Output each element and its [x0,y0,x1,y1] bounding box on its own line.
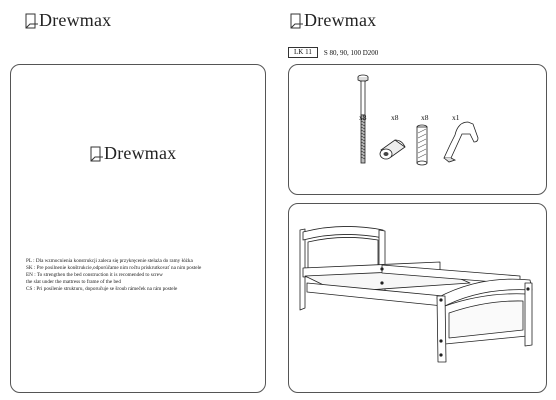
instruction-line-en: EN : To strengthen the bed construction it is recomended to screw [26,272,163,279]
instruction-line-en-cont: the slat under the mattress to frame of the bed [26,279,121,286]
instruction-line-sk: SK : Pre posilnenie konštrukcie,odporúčame nim ročtu priskrutkovať na nim postele [26,265,202,272]
brand-name: Drewmax [39,10,112,30]
model-sizes: S 80, 90, 100 D200 [323,48,379,57]
part-quantity: x1 [452,113,460,122]
part-quantity: x8 [359,113,367,122]
part-quantity: x8 [391,113,399,122]
instruction-line-cs: CS : Pri posílenie strukturu, doporučuje se šroub rámeček na rám postele [26,286,178,293]
brand-name: Drewmax [104,143,177,163]
part-quantity: x8 [421,113,429,122]
bed-icon [300,226,532,362]
model-code: LK 11 [288,47,318,58]
instruction-line-pl: PL : Dla wzmocnienia konstrukcji zaleca się przykręcenie stelaża do ramy łóżka [26,258,193,264]
brand-name: Drewmax [304,10,377,30]
